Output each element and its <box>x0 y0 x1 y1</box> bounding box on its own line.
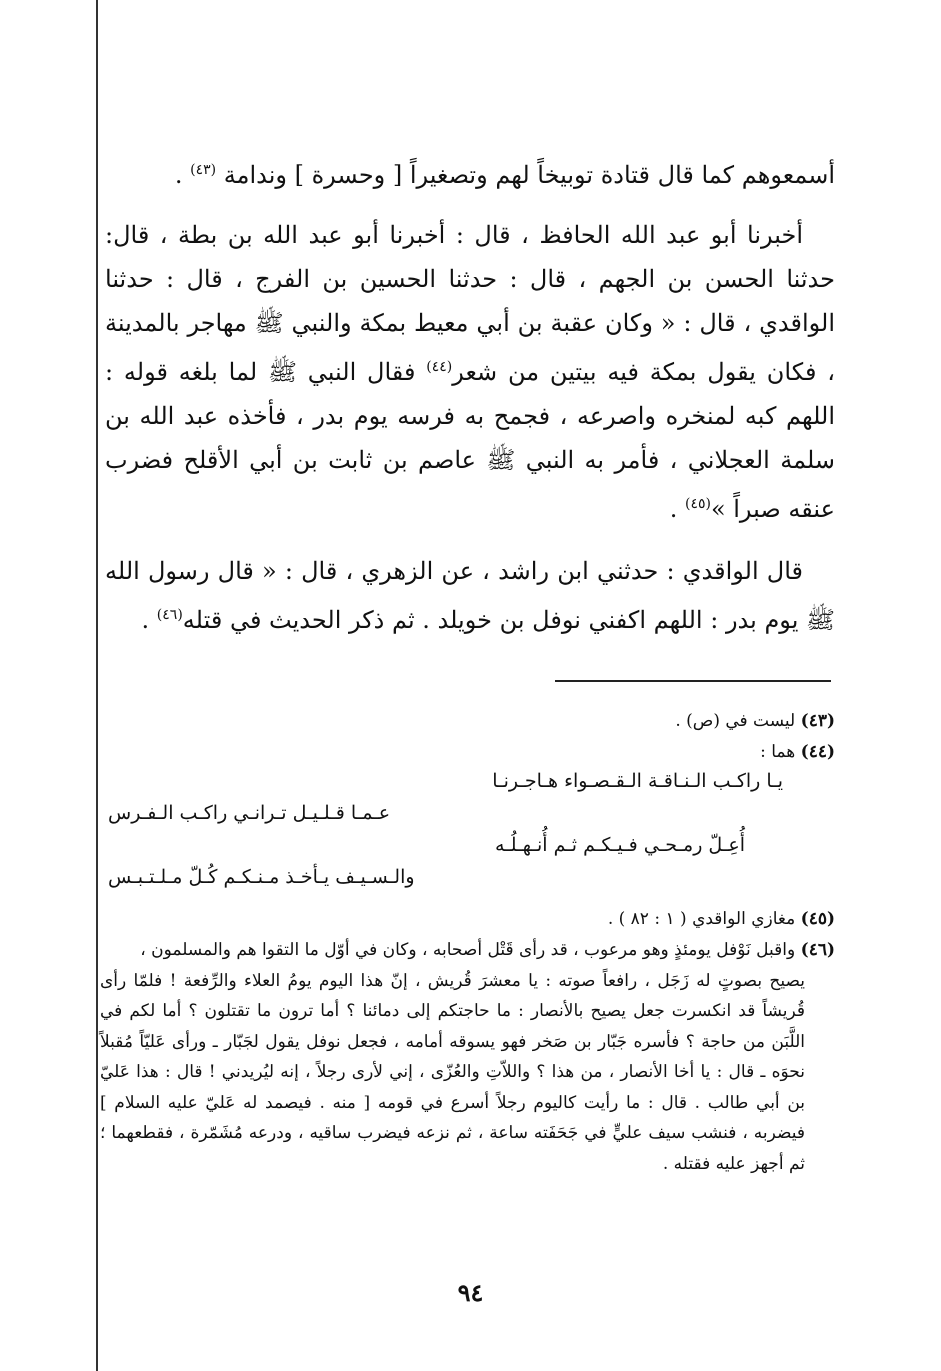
footnote-46 <box>100 935 835 1179</box>
footnote-43-number: (٤٣) <box>800 711 835 731</box>
footnote-ref-44: (٤٤) <box>426 359 453 375</box>
verse-2: عـمـا قـلـيـل تـرانـي راكـب الـفـرس <box>108 802 391 824</box>
footnote-43-text: ليست في (ص) . <box>675 711 801 731</box>
footnote-44-number: (٤٤) <box>800 742 835 762</box>
paragraph-1-end: . <box>174 161 191 189</box>
footnote-45-number: (٤٥) <box>800 909 835 929</box>
footnote-46-first-line <box>100 935 835 966</box>
footnote-43 <box>100 706 835 737</box>
paragraph-2-end: . <box>669 495 685 523</box>
footnote-ref-46: (٤٦) <box>156 607 183 623</box>
footnote-45 <box>100 904 835 935</box>
paragraph-2-text-b: فقال النبي ﷺ لما بلغه قوله : اللهم كبه لمنخره واصرعه ، فجمح به فرسه يوم بدر ، فأخذه عبد الله بن سلمة العجلاني ، فأمر به النبي ﷺ عاصم بن ثابت بن أبي الأقلح فضرب عنقه صبراً » <box>105 358 835 523</box>
footnote-divider <box>555 680 831 682</box>
page-number: ٩٤ <box>457 1278 484 1307</box>
footnote-46-number: (٤٦) <box>800 940 835 960</box>
verse-3: أُعِـلّ رمـحـي فـيـكـم ثـم أُنـهـلُـه <box>495 834 745 856</box>
footnotes <box>100 706 835 1179</box>
paragraph-3-text: قال الواقدي : حدثني ابن راشد ، عن الزهري ، قال : « قال رسول الله ﷺ يوم بدر : اللهم اكفني نوفل بن خويلد . ثم ذكر الحديث في قتله <box>105 557 835 634</box>
verse-1: يـا راكـب الـنـاقـة الـقـصـواء هـاجـرنـا <box>492 770 783 792</box>
footnote-46-body: يصيح بصوتٍ له زَجَل ، رافعاً صوته : يا معشرَ قُريش ، إنّ هذا اليوم يومُ العلاء والرِّفعة ! فلمّا رأى قُريشاً قد انكسرت جعل يصيح بالأنصار : ما حاجتكم إلى دمائنا ؟ أما ترون ما تقتلون ؟ أما لكم في اللَّبَن من حاجة ؟ فأسره جَبّار بن صَخر فهو يسوقه أمامه ، فجعل نوفل يقول لجَبّار ـ ورأى عَليّاً مُقبلاً نحوَه ـ قال : يا أخا الأنصار ، من هذا ؟ واللاّتِ والعُزّى ، إني لأرى رجلاً ، إنه ليُريدني ! قال : هذا عَليّ بن أبي طالب . قال : ما رأيت كاليوم رجلاً أسرع في قومه [ منه . فيصمد له عَليّ عليه السلام ] فيضربه ، فنشب سيف عليٍّ في جَحَفَته ساعة ، ثم نزعه فيضرب ساقيه ، ودرعه مُشَمّرة ، فقطعهما ؛ ثم أجهز عليه فقتله . <box>100 970 805 1174</box>
paragraph-1-text: أسمعوهم كما قال قتادة توبيخاً لهم وتصغيراً [ وحسرة ] وندامة <box>223 161 835 189</box>
paragraph-2 <box>105 213 835 531</box>
paragraph-3-end: . <box>141 606 157 634</box>
poem <box>100 770 835 898</box>
paragraph-3 <box>105 549 835 642</box>
footnote-45-text: مغازي الواقدي ( ١ : ٨٢ ) . <box>607 909 801 929</box>
paragraph-1 <box>105 148 835 197</box>
paragraph-2-text-a: أخبرنا أبو عبد الله الحافظ ، قال : أخبرنا أبو عبد الله بن بطة ، قال: حدثنا الحسن بن الجهم ، قال : حدثنا الحسين بن الفرج ، قال : حدثنا الواقدي ، قال : « وكان عقبة بن أبي معيط بمكة والنبي ﷺ مهاجر بالمدينة ، فكان يقول بمكة فيه بيتين من شعر <box>105 221 835 386</box>
footnote-ref-43: (٤٣) <box>190 162 217 178</box>
footnote-44 <box>100 737 835 768</box>
main-text <box>105 148 835 642</box>
page-edge-line <box>96 0 98 1371</box>
footnote-44-text: هما : <box>760 742 801 762</box>
footnote-ref-45: (٤٥) <box>684 496 711 512</box>
verse-4: والـسـيـف يـأخـذ مـنـكـم كُـلّ مـلـتـبـس <box>108 866 415 888</box>
footnote-46-first-text: واقبل نَوْفل يومئذٍ وهو مرعوب ، قد رأى قَتْل أصحابه ، وكان في أوّل ما التقوا هم والمسلمون ، <box>140 940 801 960</box>
